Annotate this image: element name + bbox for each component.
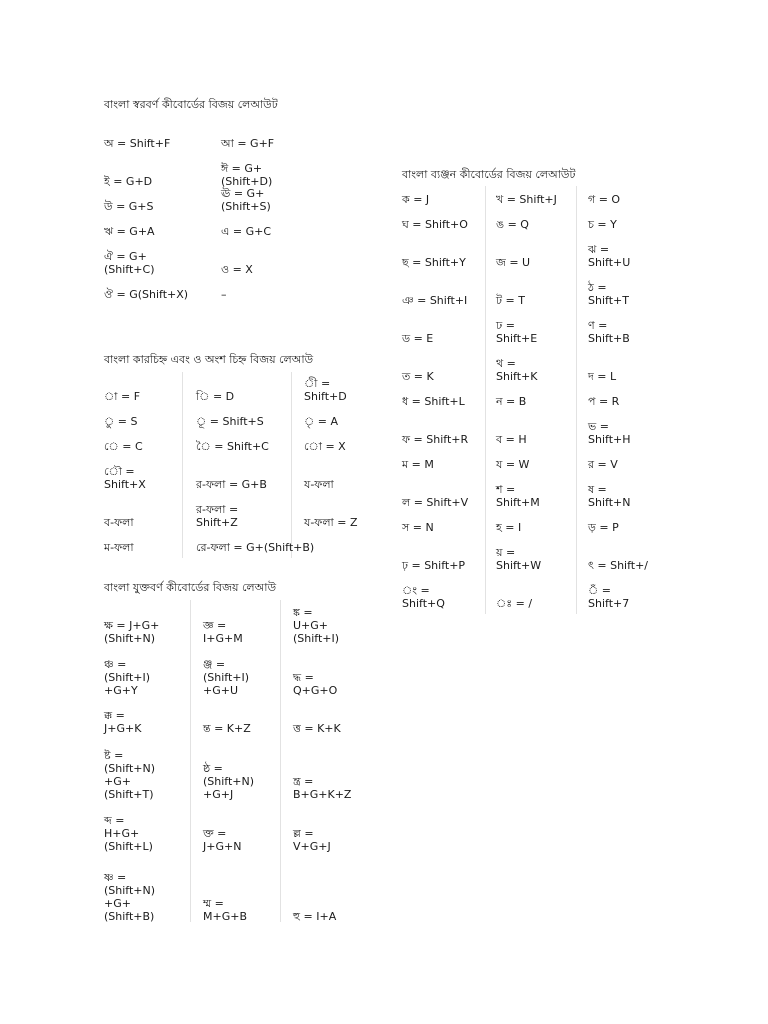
table-cell: ন্ত = K+Z [203,722,251,735]
table-cell: ঔ = G(Shift+X) [104,288,189,301]
table-cell: ◌ঃ = / [496,597,533,610]
table-cell: ষ্ঠ = (Shift+N) +G+J [203,762,255,801]
table-cell: অ = Shift+F [104,137,171,150]
table-cell: ম-ফলা [104,541,134,554]
consonants-table [402,186,668,615]
table-cell: ঙ্ক = U+G+ (Shift+I) [293,606,340,645]
kar-table [104,372,384,559]
table-cell: য-ফলা [304,478,334,491]
vowels-table [104,130,338,306]
table-cell: ◌ৈ = Shift+C [196,440,269,453]
section-vowels-title: বাংলা স্বরবর্ণ কীবোর্ডের বিজয় লেআউট [104,98,278,111]
table-cell: ষ = Shift+N [588,483,631,509]
table-cell: স = N [402,521,434,534]
table-cell: ◌ৌ = Shift+X [104,465,146,491]
table-cell: খ = Shift+J [496,193,557,206]
table-cell: ◌ং = Shift+Q [402,584,445,610]
table-cell: ণ = Shift+B [588,319,630,345]
table-cell: ব = H [496,433,527,446]
table-cell: ঢ় = Shift+P [402,559,466,572]
table-cell: ল্ল = V+G+J [293,827,331,853]
table-cell: র-ফলা = G+B [196,478,267,491]
table-cell: ল = Shift+V [402,496,469,509]
conjunct-table [104,600,373,928]
table-cell: দ্ধ = Q+G+O [293,671,338,697]
table-cell: ◌ি = D [196,390,235,403]
table-cell: ◌ু = S [104,415,138,428]
table-cell: র-ফলা = Shift+Z [196,503,239,529]
table-cell: ত = K [402,370,434,383]
table-cell: ট = T [496,294,525,307]
table-cell: এ = G+C [221,225,271,238]
table-cell: ফ = Shift+R [402,433,469,446]
table-cell: উ = G+S [104,200,154,213]
table-cell: ম্ম = M+G+B [203,897,247,923]
table-cell: ঢ = Shift+E [496,319,538,345]
table-cell: ই = G+D [104,175,153,188]
table-cell: হু = I+A [293,910,337,923]
table-cell: – [221,288,227,301]
table-cell: ব-ফলা [104,516,134,529]
table-cell: রে-ফলা = G+(Shift+B) [196,541,315,554]
table-cell: চ = Y [588,218,617,231]
table-cell: আ = G+F [221,137,275,150]
table-cell: শ = Shift+M [496,483,540,509]
table-cell: য় = Shift+W [496,546,542,572]
table-cell: ◌ী = Shift+D [304,377,347,403]
table-cell: ◌ঁ = Shift+7 [588,584,630,610]
table-cell: ড = E [402,332,434,345]
section-consonants-title: বাংলা ব্যঞ্জন কীবোর্ডের বিজয় লেআউট [402,168,576,181]
table-cell: ঙ = Q [496,218,529,231]
table-cell: ক্ত = J+G+N [203,827,242,853]
table-cell: ষ্ণ = (Shift+N) +G+ (Shift+B) [104,871,156,923]
table-cell: থ = Shift+K [496,357,538,383]
table-cell: ষ্ট = (Shift+N) +G+ (Shift+T) [104,749,156,801]
table-cell: ধ = Shift+L [402,395,465,408]
table-cell: ত্ত = K+K [293,722,341,735]
table-cell: ঐ = G+ (Shift+C) [104,250,155,276]
table-cell: ছ = Shift+Y [402,256,466,269]
table-cell: ক্ক = J+G+K [104,709,142,735]
table-cell: জ = U [496,256,531,269]
table-cell: ◌ৃ = A [304,415,339,428]
table-cell: ব্দ = H+G+ (Shift+L) [104,814,153,853]
table-cell: ◌ো = X [304,440,346,453]
table-cell: ভ = Shift+H [588,420,631,446]
section-kar-title: বাংলা কারচিহ্ন এবং ও অংশ চিহ্ন বিজয় লেআউ [104,353,314,366]
table-cell: ঘ = Shift+O [402,218,468,231]
table-cell: ম = M [402,458,434,471]
table-cell: ঞ্চ = (Shift+I) +G+Y [104,658,151,697]
table-cell: গ = O [588,193,621,206]
table-cell: ন = B [496,395,527,408]
table-cell: য = W [496,458,530,471]
table-cell: ঠ = Shift+T [588,281,629,307]
table-cell: ◌ূ = Shift+S [196,415,264,428]
table-cell: ঞ্জ = (Shift+I) +G+U [203,658,250,697]
table-cell: ন্ত্র = B+G+K+Z [293,775,352,801]
table-cell: ক্ষ = J+G+ (Shift+N) [104,619,160,645]
table-cell: ৎ = Shift+/ [588,559,649,572]
table-cell: হ = I [496,521,522,534]
table-cell: দ = L [588,370,617,383]
table-cell: ◌ে = C [104,440,143,453]
table-cell: জ্ঞ = I+G+M [203,619,243,645]
table-cell: ঊ = G+ (Shift+S) [221,187,271,213]
table-cell: ক = J [402,193,430,206]
table-cell: প = R [588,395,620,408]
table-cell: ঞ = Shift+I [402,294,468,307]
table-cell: ঈ = G+ (Shift+D) [221,162,273,188]
table-cell: র = V [588,458,618,471]
table-cell: ঋ = G+A [104,225,155,238]
table-cell: ◌া = F [104,390,141,403]
section-conjunct-title: বাংলা যুক্তবর্ণ কীবোর্ডের বিজয় লেআউ [104,581,277,594]
table-cell: ড় = P [588,521,619,534]
table-cell: য-ফলা = Z [304,516,358,529]
table-cell: ও = X [221,263,253,276]
table-cell: ঝ = Shift+U [588,243,631,269]
